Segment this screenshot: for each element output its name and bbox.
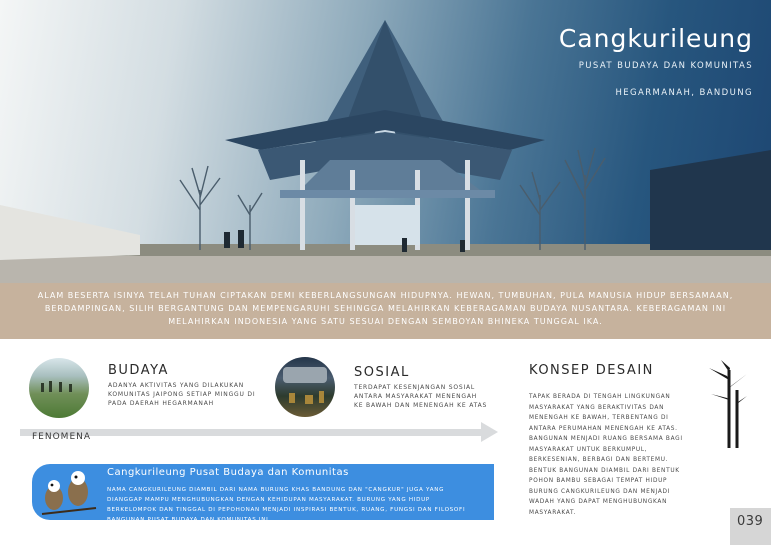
budaya-title: BUDAYA <box>108 363 169 378</box>
project-subtitle: PUSAT BUDAYA DAN KOMUNITAS <box>578 61 753 71</box>
bamboo-icon <box>707 360 747 450</box>
sosial-title: SOSIAL <box>354 365 410 380</box>
arrow-head-icon <box>481 422 498 442</box>
budaya-photo <box>29 358 89 418</box>
statement-text: ALAM BESERTA ISINYA TELAH TUHAN CIPTAKAN DEMI KEBERLANGSUNGAN HIDUPNYA. HEWAN, TUMBUHAN, PULA MANUSIA HIDUP BERSAMAAN, BERDAMPINGAN, SILIH BERGANTUNG DAN MEMPENGARUHI SEHINGGA MELAHIRKAN KEBERAGAMAN BUDAYA NUSANTARA. KEBERAGAMAN INI MELAHIRKAN INDONESIA YANG SATU SESUAI DENGAN SEMBOYAN BHINEKA TUNGGAL IKA. <box>37 291 734 326</box>
project-location: HEGARMANAH, BANDUNG <box>615 88 753 98</box>
sosial-text: TERDAPAT KESENJANGAN SOSIAL ANTARA MASYARAKAT MENENGAH KE BAWAH DAN MENENGAH KE ATAS <box>354 384 488 409</box>
budaya-photo-illustration <box>29 358 89 418</box>
sosial-photo <box>275 357 335 417</box>
fenomena-label: FENOMENA <box>32 432 92 442</box>
summary-text: NAMA CANGKURILEUNG DIAMBIL DARI NAMA BURUNG KHAS BANDUNG DAN "CANGKUR" JUGA YANG DIANGGAP MAMPU MENGHUBUNGKAN DENGAN KEHIDUPAN MASYARAKAT. BURUNG YANG HIDUP BERKELOMPOK DAN TINGGAL DI PEPOHONAN MENJADI INSPIRASI BENTUK, RUANG, FUNGSI DAN FILOSOFI BANGUNAN PUSAT BUDAYA DAN KOMUNITAS INI. <box>107 487 466 523</box>
statement-band <box>0 283 771 339</box>
konsep-title: KONSEP DESAIN <box>529 363 654 378</box>
budaya-text: ADANYA AKTIVITAS YANG DILAKUKAN KOMUNITAS JAIPONG SETIAP MINGGU DI PADA DAERAH HEGARMANAH <box>108 382 256 407</box>
bird-icon <box>36 464 106 520</box>
project-title: Cangkurileung <box>558 24 753 53</box>
page-number: 039 <box>737 514 764 529</box>
summary-title: Cangkurileung Pusat Budaya dan Komunitas <box>107 467 349 478</box>
sosial-photo-illustration <box>275 357 335 417</box>
konsep-text: TAPAK BERADA DI TENGAH LINGKUNGAN MASYARAKAT YANG BERAKTIVITAS DAN MENENGAH KE BAWAH, TERBENTANG DI ANTARA PERUMAHAN MENENGAH KE ATAS. BANGUNAN MENJADI RUANG BERSAMA BAGI MASYARAKAT UNTUK BERKUMPUL, BERKESENIAN, BERBAGI DAN BERTEMU. BENTUK BANGUNAN DIAMBIL DARI BENTUK POHON BAMBU SEBAGAI TEMPAT HIDUP BURUNG CANGKURILEUNG DAN MENJADI WADAH YANG DAPAT MENGHUBUNGKAN MASYARAKAT. <box>529 394 683 516</box>
